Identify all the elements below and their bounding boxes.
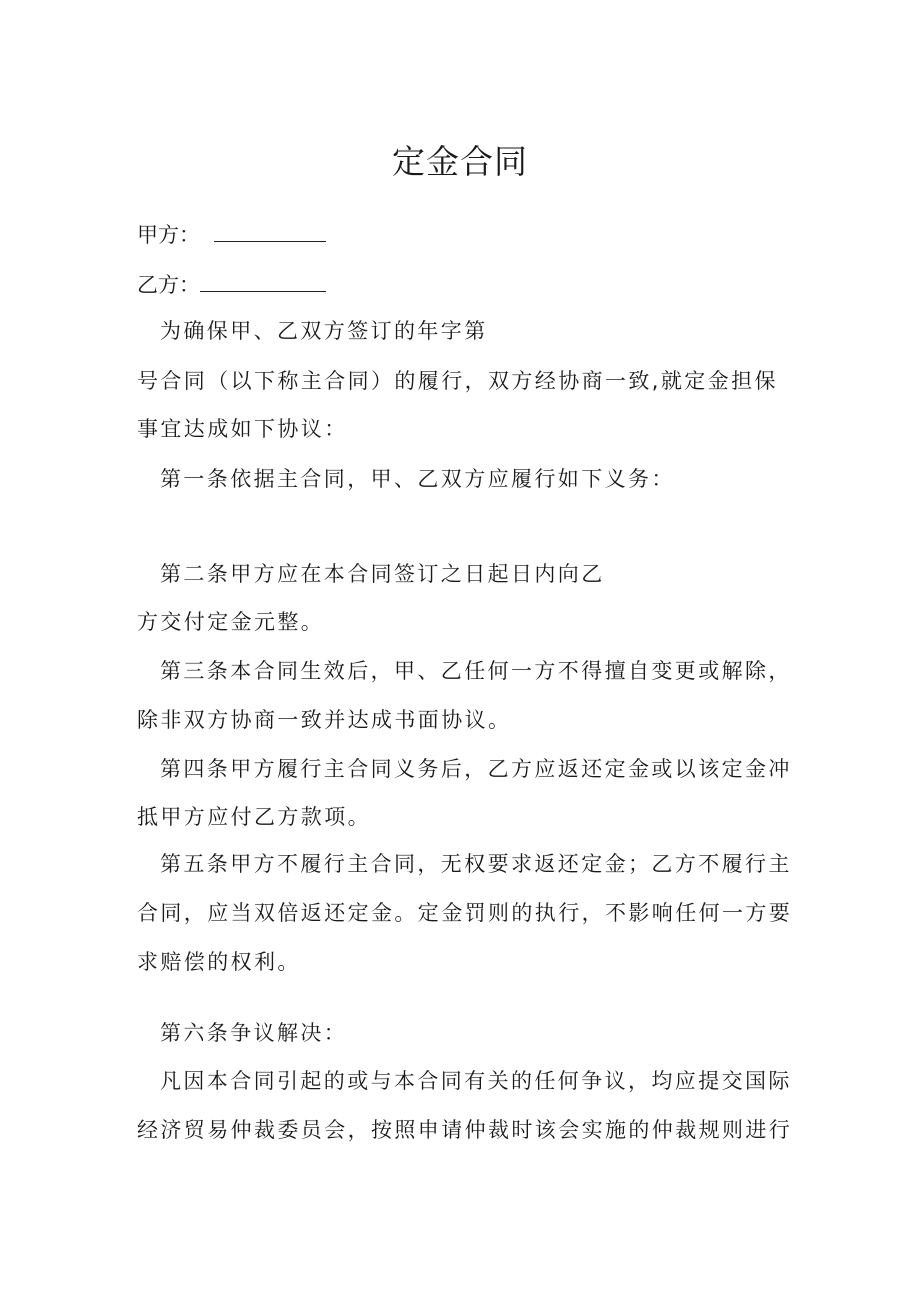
party-a-field bbox=[137, 220, 326, 250]
body-line: 抵甲方应付乙方款项。 bbox=[137, 805, 371, 829]
body-line: 求赔偿的权利。 bbox=[137, 950, 301, 974]
party-a-blank bbox=[214, 223, 326, 242]
body-line: 方交付定金元整。 bbox=[137, 610, 325, 634]
body-line: 事宜达成如下协议： bbox=[137, 417, 348, 441]
body-line: 第五条甲方不履行主合同，无权要求返还定金；乙方不履行主 bbox=[160, 852, 792, 876]
party-b-blank bbox=[200, 273, 326, 292]
body-line: 第二条甲方应在本合同签订之日起日内向乙 bbox=[160, 562, 605, 586]
party-b-field bbox=[137, 270, 326, 300]
party-a-label: 甲方： bbox=[137, 223, 200, 247]
body-line: 第一条依据主合同，甲、乙双方应履行如下义务： bbox=[160, 467, 675, 491]
body-line: 号合同（以下称主合同）的履行，双方经协商一致,就定金担保 bbox=[137, 369, 778, 393]
body-line: 除非双方协商一致并达成书面协议。 bbox=[137, 708, 512, 732]
body-line: 凡因本合同引起的或与本合同有关的任何争议，均应提交国际 bbox=[160, 1069, 792, 1093]
body-line: 第四条甲方履行主合同义务后，乙方应返还定金或以该定金冲 bbox=[160, 757, 792, 781]
body-line: 合同，应当双倍返还定金。定金罚则的执行，不影响任何一方要 bbox=[137, 901, 793, 925]
body-line: 第六条争议解决： bbox=[160, 1021, 348, 1045]
body-line: 第三条本合同生效后，甲、乙任何一方不得擅自变更或解除， bbox=[160, 659, 792, 683]
document-title: 定金合同 bbox=[392, 142, 528, 181]
party-b-label: 乙方： bbox=[137, 273, 200, 297]
body-line: 经济贸易仲裁委员会，按照申请仲裁时该会实施的仲裁规则进行 bbox=[137, 1118, 793, 1142]
body-line: 为确保甲、乙双方签订的年字第 bbox=[160, 319, 488, 343]
